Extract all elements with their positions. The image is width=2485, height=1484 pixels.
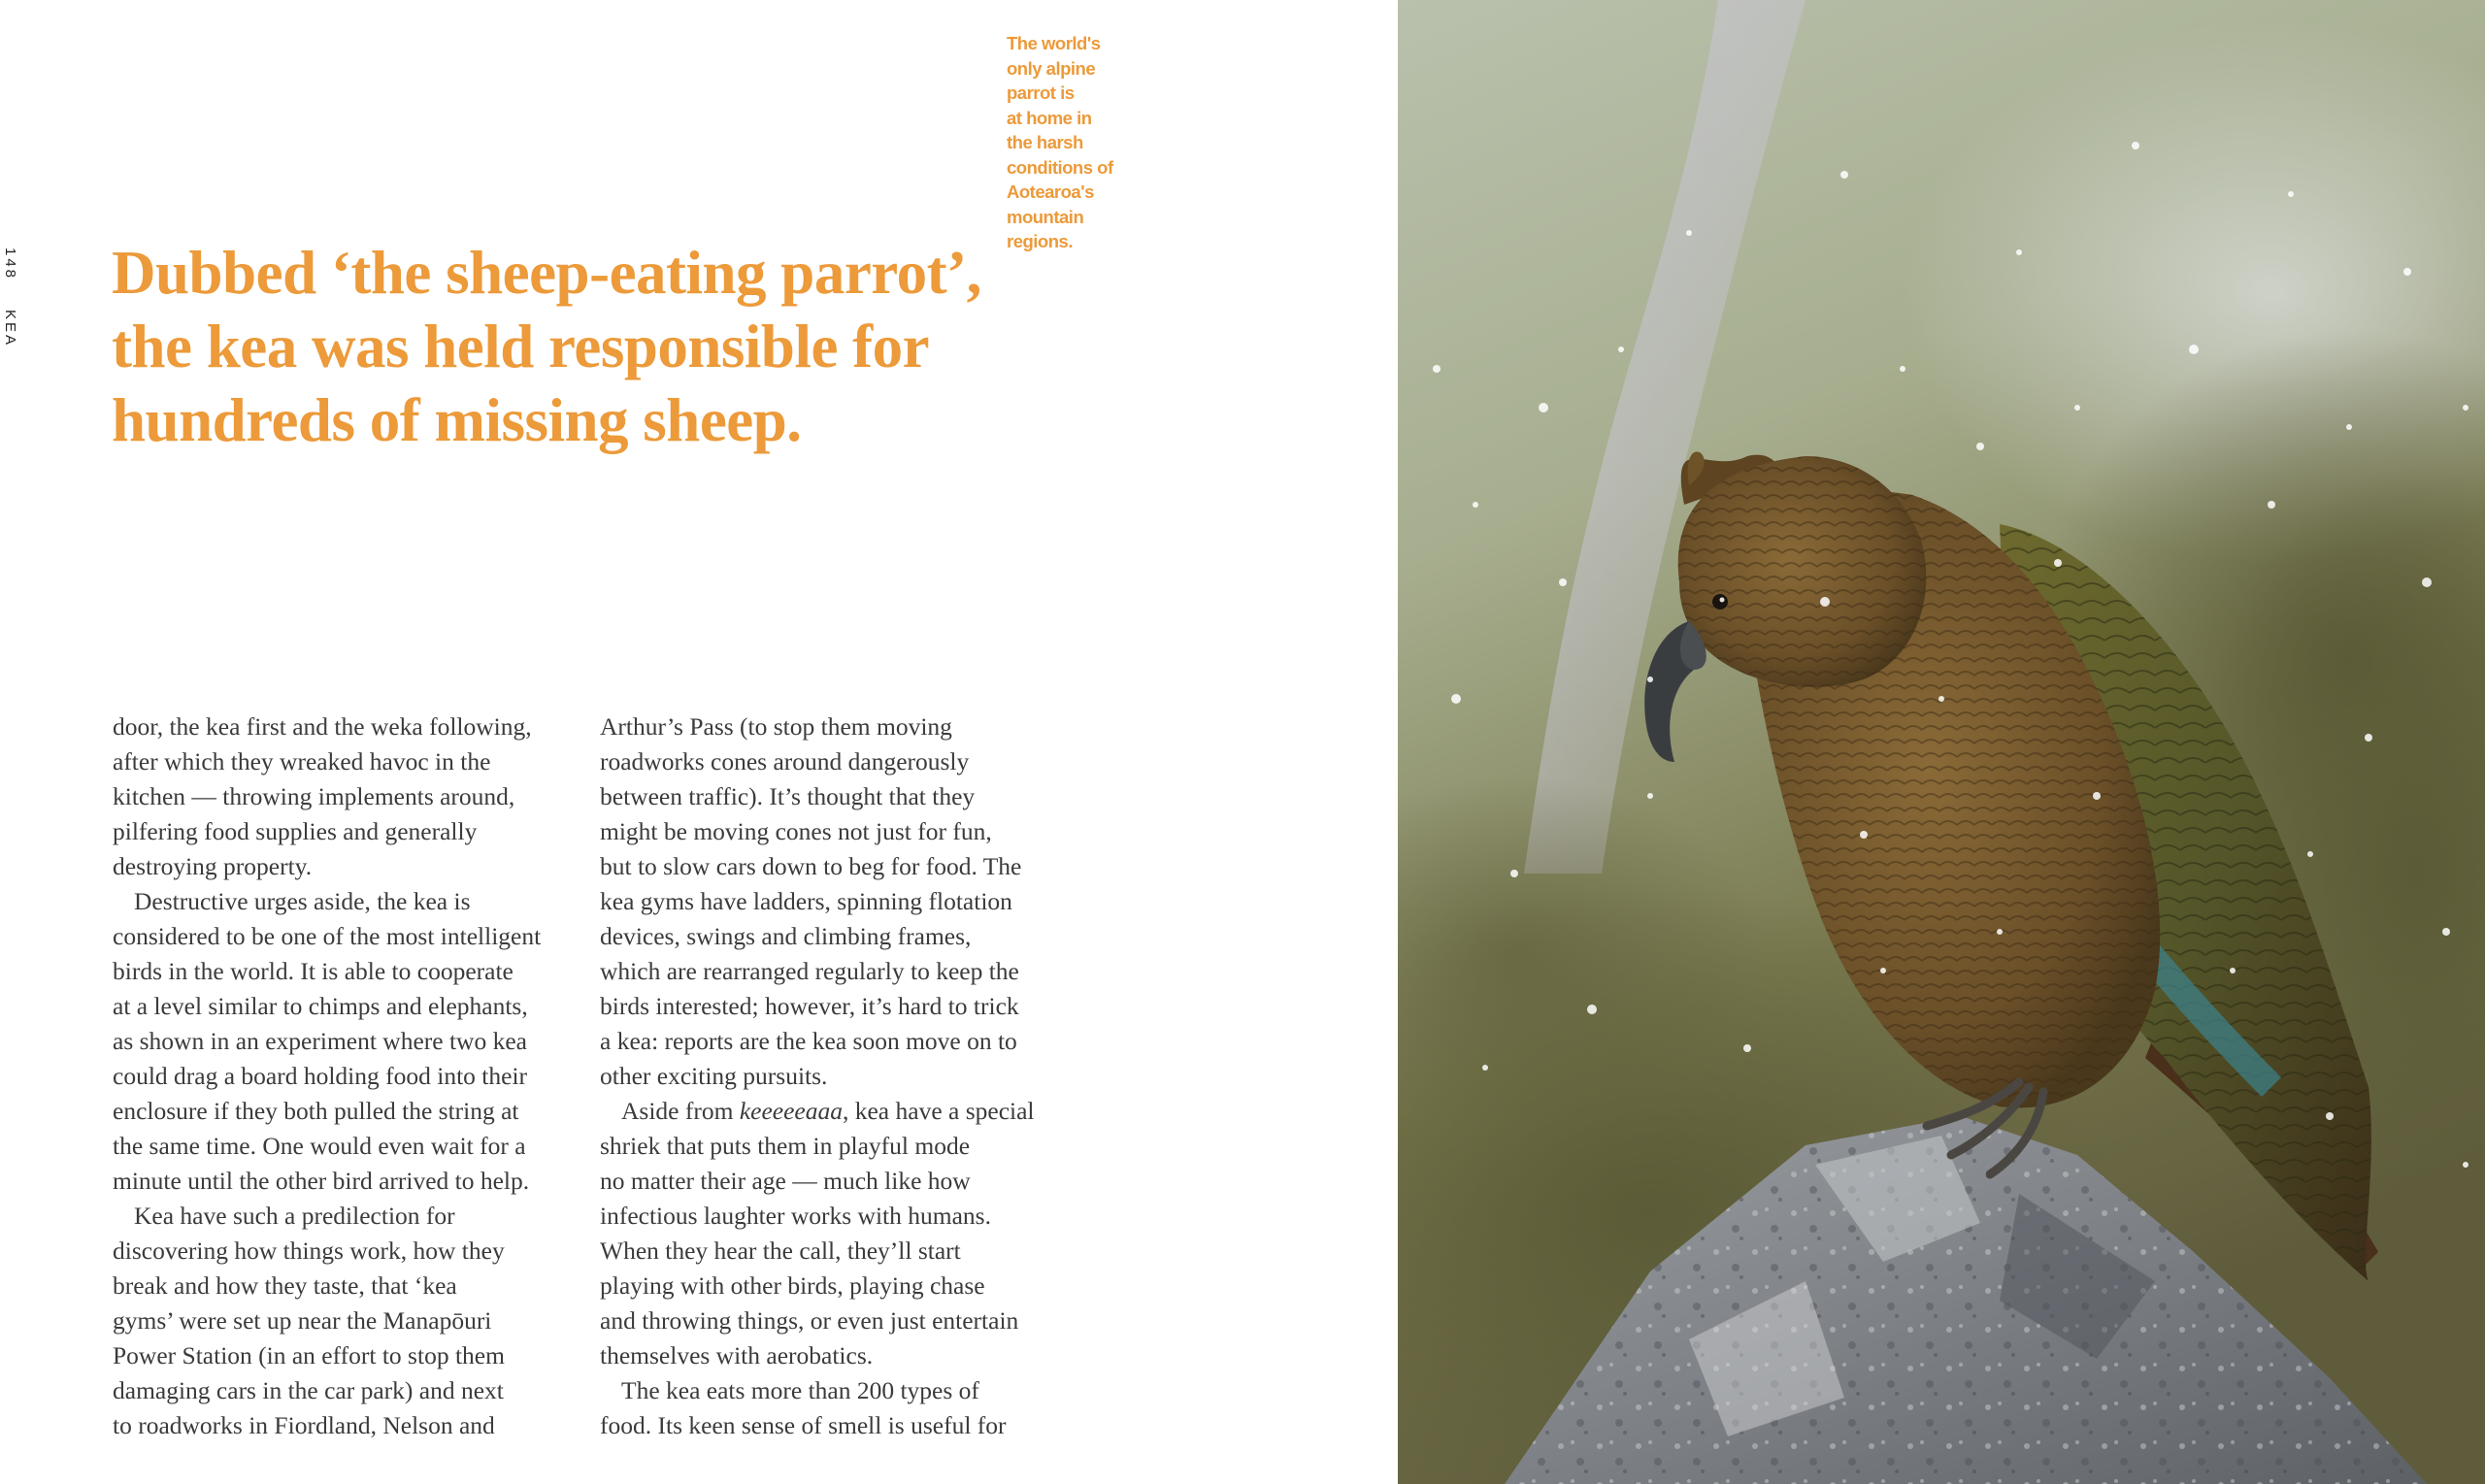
body-line: and throwing things, or even just entertain: [600, 1306, 1019, 1335]
body-line: to roadworks in Fiordland, Nelson and: [113, 1411, 495, 1439]
body-line: other exciting pursuits.: [600, 1062, 828, 1090]
body-line: Destructive urges aside, the kea is: [134, 887, 471, 915]
body-line: birds in the world. It is able to cooperate: [113, 957, 514, 985]
body-line: which are rearranged regularly to keep the: [600, 957, 1019, 985]
caption-line: The world's: [1007, 33, 1101, 53]
body-line: break and how they taste, that ‘kea: [113, 1271, 457, 1300]
pull-quote-line: the kea was held responsible for: [112, 313, 930, 380]
body-line: could drag a board holding food into their: [113, 1062, 528, 1090]
caption-line: only alpine: [1007, 57, 1096, 79]
body-line: themselves with aerobatics.: [600, 1341, 874, 1369]
body-line: Power Station (in an effort to stop them: [113, 1341, 505, 1369]
kea-call-text: keeeeeaaa: [739, 1097, 843, 1125]
body-line: [600, 1094, 1066, 1129]
kea-photo-illustration: [1398, 0, 2485, 1484]
caption-line: Aotearoa's: [1007, 181, 1094, 202]
body-line: at a level similar to chimps and elephants,: [113, 992, 528, 1020]
body-line: no matter their age — much like how: [600, 1167, 971, 1195]
body-line: kea gyms have ladders, spinning flotation: [600, 887, 1012, 915]
body-line: minute until the other bird arrived to help.: [113, 1167, 530, 1195]
body-line: gyms’ were set up near the Manapōuri: [113, 1306, 492, 1335]
photo-caption: [1007, 31, 1138, 254]
kea-photo: [1398, 0, 2485, 1484]
body-text: , kea have a special: [842, 1097, 1035, 1125]
body-line: When they hear the call, they’ll start: [600, 1237, 961, 1265]
body-line: food. Its keen sense of smell is useful for: [600, 1411, 1007, 1439]
section-name: KEA: [2, 310, 18, 348]
body-line: after which they wreaked havoc in the: [113, 747, 491, 775]
caption-line: the harsh: [1007, 132, 1083, 152]
body-line: devices, swings and climbing frames,: [600, 922, 972, 950]
body-line: considered to be one of the most intelligent: [113, 922, 542, 950]
body-column-1: [113, 709, 579, 1443]
body-line: pilfering food supplies and generally: [113, 817, 478, 845]
body-line: discovering how things work, how they: [113, 1237, 505, 1265]
body-line: kitchen — throwing implements around,: [113, 782, 515, 810]
pull-quote-line: hundreds of missing sheep.: [112, 386, 802, 454]
body-line: destroying property.: [113, 852, 313, 880]
body-column-2: [600, 709, 1066, 1443]
body-line: door, the kea first and the weka following,: [113, 712, 532, 741]
body-line: The kea eats more than 200 types of: [621, 1376, 979, 1404]
body-line: roadworks cones around dangerously: [600, 747, 970, 775]
body-text: Aside from: [621, 1097, 740, 1125]
body-line: the same time. One would even wait for a: [113, 1132, 526, 1160]
caption-line: conditions of: [1007, 156, 1113, 178]
body-line: a kea: reports are the kea soon move on to: [600, 1027, 1017, 1055]
body-line: birds interested; however, it’s hard to trick: [600, 992, 1019, 1020]
body-line: Arthur’s Pass (to stop them moving: [600, 712, 952, 741]
caption-line: mountain: [1007, 206, 1084, 227]
body-line: damaging cars in the car park) and next: [113, 1376, 504, 1404]
body-line: enclosure if they both pulled the string at: [113, 1097, 519, 1125]
body-line: playing with other birds, playing chase: [600, 1271, 985, 1300]
body-line: between traffic). It’s thought that they: [600, 782, 976, 810]
body-line: Kea have such a predilection for: [134, 1202, 455, 1230]
caption-line: parrot is: [1007, 82, 1075, 103]
pull-quote: [112, 236, 985, 457]
page-number: 148: [2, 247, 18, 281]
pull-quote-line: Dubbed ‘the sheep-eating parrot’,: [112, 239, 981, 307]
body-line: as shown in an experiment where two kea: [113, 1027, 527, 1055]
folio: [2, 247, 18, 347]
body-line: but to slow cars down to beg for food. The: [600, 852, 1022, 880]
body-line: infectious laughter works with humans.: [600, 1202, 991, 1230]
caption-line: regions.: [1007, 231, 1073, 251]
caption-line: at home in: [1007, 107, 1092, 128]
body-line: shriek that puts them in playful mode: [600, 1132, 971, 1160]
body-line: might be moving cones not just for fun,: [600, 817, 992, 845]
